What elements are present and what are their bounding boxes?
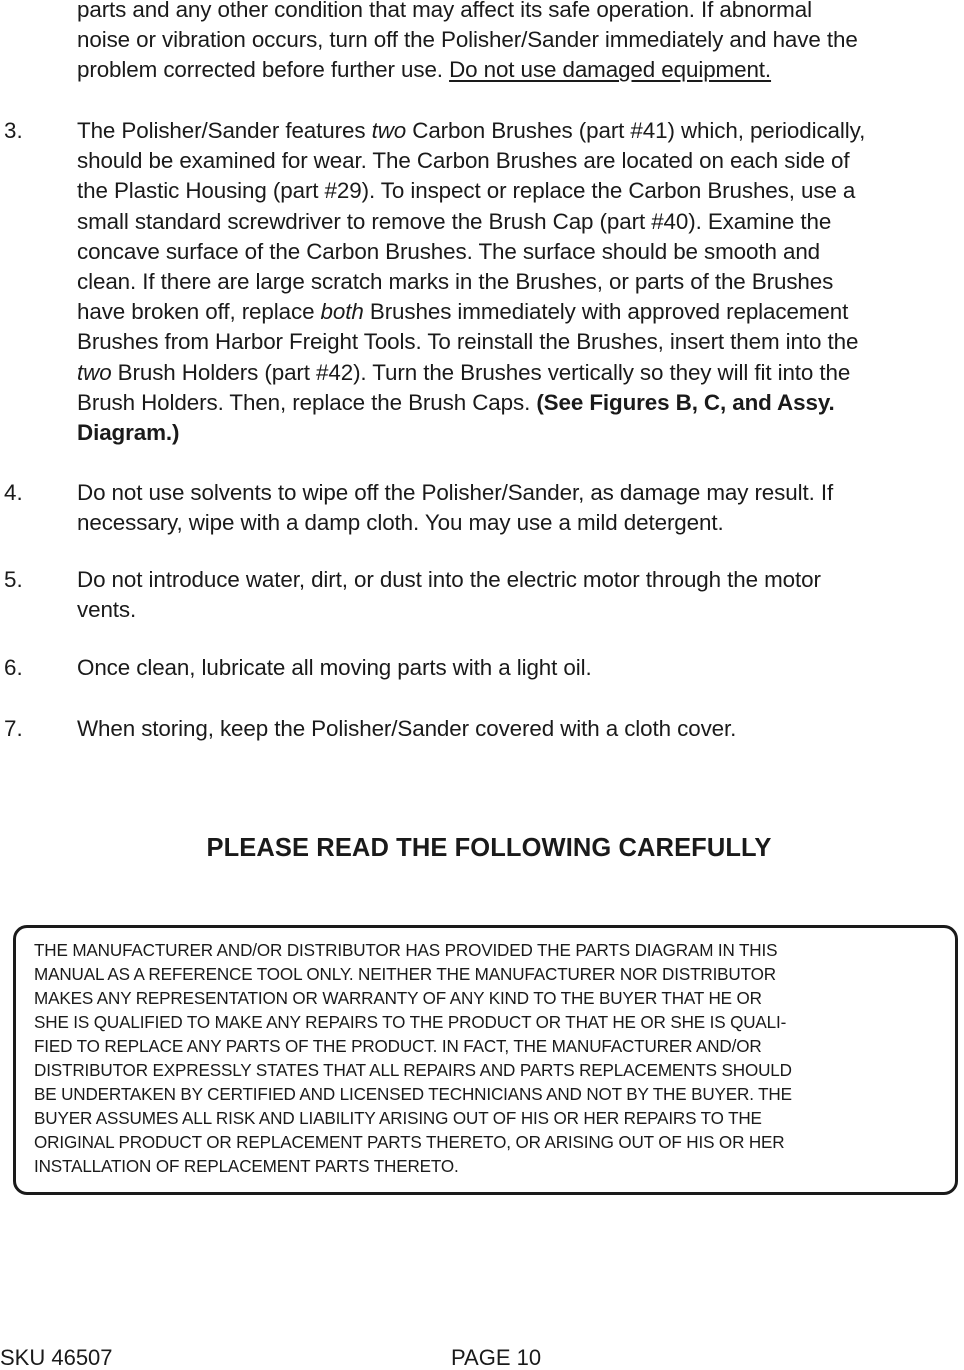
text-line: problem corrected before further use. Do not use damaged equipment. <box>77 57 772 83</box>
text-line: noise or vibration occurs, turn off the Polisher/Sander immediately and have the <box>77 27 858 53</box>
text-line: Brushes from Harbor Freight Tools. To reinstall the Brushes, insert them into the <box>77 329 859 355</box>
footer-sku: SKU 46507 <box>0 1345 113 1370</box>
footer-page-number: PAGE 10 <box>451 1345 542 1370</box>
text-line: vents. <box>77 597 137 623</box>
text-line: should be examined for wear. The Carbon Brushes are located on each side of <box>77 148 850 174</box>
text-line: Brush Holders. Then, replace the Brush Caps. (See Figures B, C, and Assy. <box>77 389 835 415</box>
disclaimer-line: BE UNDERTAKEN BY CERTIFIED AND LICENSED TECHNICIANS AND NOT BY THE BUYER. THE <box>34 1085 792 1104</box>
item-4-number: 4. <box>4 480 23 505</box>
disclaimer-line: FIED TO REPLACE ANY PARTS OF THE PRODUCT. IN FACT, THE MANUFACTURER AND/OR <box>34 1037 762 1056</box>
damaged-equipment-warning: Do not use damaged equipment. <box>449 57 772 83</box>
item-3-text <box>77 116 964 448</box>
item-6-number: 6. <box>4 655 23 680</box>
text-line: necessary, wipe with a damp cloth. You may use a mild detergent. <box>77 510 724 536</box>
text-line: clean. If there are large scratch marks in the Brushes, or parts of the Brushes <box>77 269 834 295</box>
text-line: Do not introduce water, dirt, or dust into the electric motor through the motor <box>77 567 821 592</box>
item-6-text <box>77 653 964 683</box>
text-line: concave surface of the Carbon Brushes. The surface should be smooth and <box>77 238 821 264</box>
text-line: When storing, keep the Polisher/Sander covered with a cloth cover. <box>77 716 737 741</box>
item-5-text <box>77 565 964 625</box>
disclaimer-line: THE MANUFACTURER AND/OR DISTRIBUTOR HAS PROVIDED THE PARTS DIAGRAM IN THIS <box>34 941 778 960</box>
section-heading: PLEASE READ THE FOLLOWING CAREFULLY <box>206 834 772 862</box>
disclaimer-line: ORIGINAL PRODUCT OR REPLACEMENT PARTS THERETO, OR ARISING OUT OF HIS OR HER <box>34 1133 785 1152</box>
item-4-text <box>77 478 964 538</box>
disclaimer-line: BUYER ASSUMES ALL RISK AND LIABILITY ARISING OUT OF HIS OR HER REPAIRS TO THE <box>34 1109 762 1128</box>
item-7-text <box>77 714 964 744</box>
disclaimer-line: MAKES ANY REPRESENTATION OR WARRANTY OF ANY KIND TO THE BUYER THAT HE OR <box>34 989 762 1008</box>
text-line: small standard screwdriver to remove the Brush Cap (part #40). Examine the <box>77 208 832 234</box>
disclaimer-line: SHE IS QUALIFIED TO MAKE ANY REPAIRS TO THE PRODUCT OR THAT HE OR SHE IS QUALI- <box>34 1013 787 1032</box>
text-line: parts and any other condition that may affect its safe operation. If abnormal <box>77 0 812 22</box>
text-line: have broken off, replace both Brushes immediately with approved replacement <box>77 299 849 325</box>
item-7-number: 7. <box>4 716 23 741</box>
disclaimer-line: MANUAL AS A REFERENCE TOOL ONLY. NEITHER THE MANUFACTURER NOR DISTRIBUTOR <box>34 965 776 984</box>
item-5-number: 5. <box>4 567 23 592</box>
disclaimer-text <box>34 939 954 1179</box>
text-line: Once clean, lubricate all moving parts with a light oil. <box>77 655 592 680</box>
text-line: the Plastic Housing (part #29). To inspect or replace the Carbon Brushes, use a <box>77 178 856 204</box>
text-line: two Brush Holders (part #42). Turn the Brushes vertically so they will fit into the <box>77 359 851 385</box>
figure-reference-cont: Diagram.) <box>77 420 180 446</box>
figure-reference: (See Figures B, C, and Assy. <box>536 389 835 415</box>
disclaimer-line: INSTALLATION OF REPLACEMENT PARTS THERETO. <box>34 1157 459 1176</box>
item-3-number: 3. <box>4 118 23 143</box>
disclaimer-box <box>13 925 958 1195</box>
text-line: The Polisher/Sander features two Carbon Brushes (part #41) which, periodically, <box>77 118 866 143</box>
continued-paragraph <box>77 0 964 86</box>
disclaimer-line: DISTRIBUTOR EXPRESSLY STATES THAT ALL REPAIRS AND PARTS REPLACEMENTS SHOULD <box>34 1061 792 1080</box>
text-line: Do not use solvents to wipe off the Polisher/Sander, as damage may result. If <box>77 480 834 505</box>
